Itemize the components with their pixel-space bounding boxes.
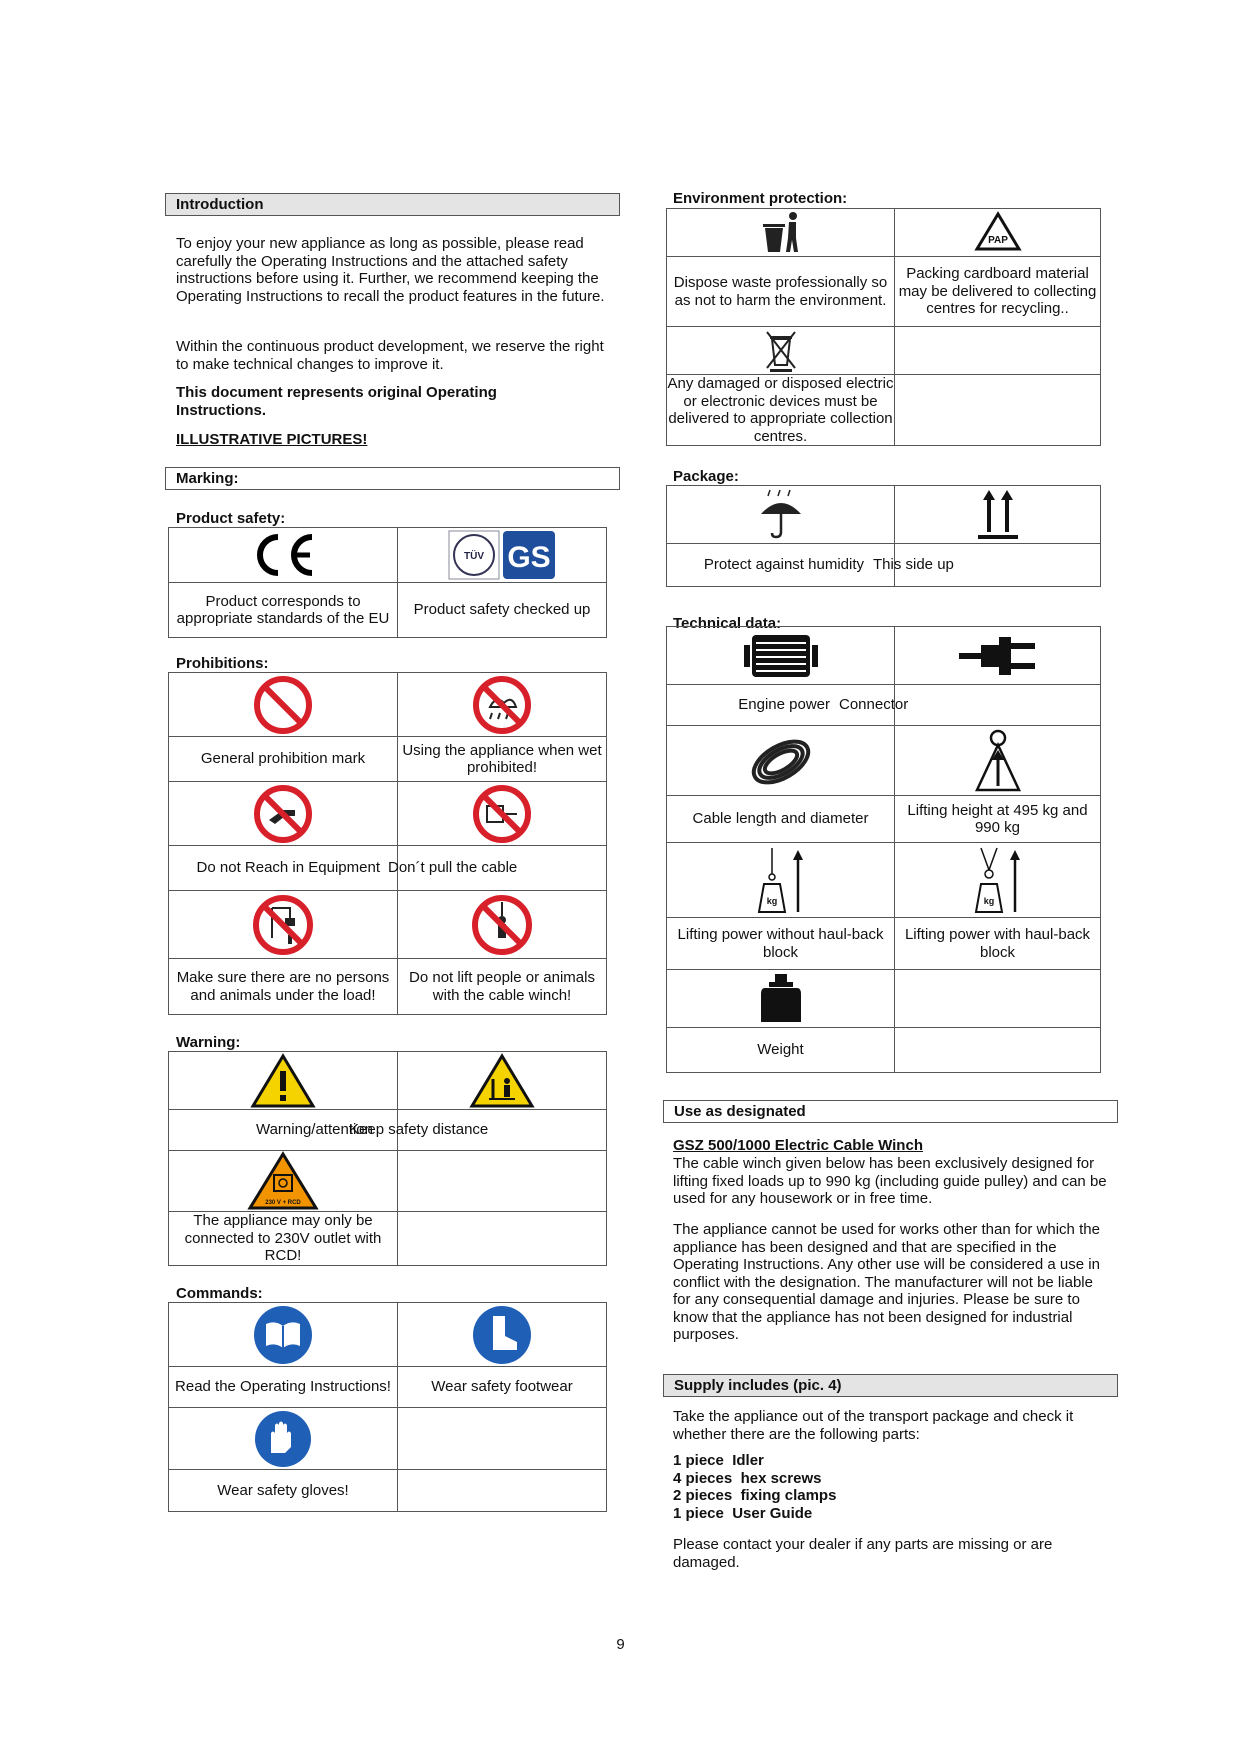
prohibition-text-3: Do not Reach in Equipment — [169, 846, 398, 891]
page-number: 9 — [616, 1636, 625, 1653]
environment-title: Environment protection: — [673, 190, 848, 207]
general-prohibition-icon — [253, 675, 313, 735]
command-cell-2 — [398, 1303, 607, 1367]
use-paragraph-1: The cable winch given below has been exclusively designed for lifting fixed loads up to 990 kg (including guide pulley) and can be used for any housework or in free time. — [673, 1155, 1107, 1207]
commands-title: Commands: — [176, 1285, 263, 1302]
read-manual-icon — [252, 1304, 314, 1366]
intro-paragraph-1: To enjoy your new appliance as long as possible, please read carefully the Operating Instructions and the attached safety instructions before using it. Further, we recommend keeping the Operating Instructions to recall the product features in the future. — [176, 235, 605, 305]
prohibitions-title: Prohibitions: — [176, 655, 269, 672]
prohibition-cell-1 — [169, 673, 398, 737]
tech-text-4: Lifting height at 495 kg and 990 kg — [895, 796, 1101, 843]
package-text-2: This side up — [895, 544, 1101, 587]
prohibition-cell-5 — [169, 891, 398, 959]
no-pull-cable-icon — [472, 784, 532, 844]
tech-cell-1 — [667, 627, 895, 685]
supply-item-3: 2 pieces fixing clamps — [673, 1487, 837, 1504]
package-text-1: Protect against humidity — [667, 544, 895, 587]
package-cell-1 — [667, 486, 895, 544]
tech-cell-10 — [895, 1028, 1101, 1073]
tech-cell-8 — [895, 970, 1101, 1028]
connector-plug-icon — [957, 631, 1039, 681]
no-wet-use-icon — [472, 675, 532, 735]
prohibition-cell-4 — [398, 782, 607, 846]
warning-text-2: Keep safety distance — [398, 1110, 607, 1151]
tech-text-5: Lifting power without haul-back block — [667, 918, 895, 970]
prohibition-cell-6 — [398, 891, 607, 959]
safety-footwear-icon — [471, 1304, 533, 1366]
env-text-3: Any damaged or disposed electric or electronic devices must be delivered to appropriate collection centres. — [667, 375, 894, 445]
prohibition-text-1: General prohibition mark — [169, 737, 398, 782]
prohibition-text-5: Make sure there are no persons and animals under the load! — [169, 959, 398, 1015]
warning-text-1: Warning/attention — [169, 1110, 398, 1151]
gs-cell — [398, 528, 607, 583]
env-cell-1 — [667, 209, 895, 257]
pap-label: PAP — [987, 234, 1008, 246]
supply-header: Supply includes (pic. 4) — [663, 1374, 1118, 1397]
engine-power-icon — [742, 631, 820, 681]
no-reach-in-icon — [253, 784, 313, 844]
technical-table — [666, 626, 1101, 1073]
warning-attention-icon — [250, 1053, 316, 1109]
warning-cell-6 — [398, 1212, 607, 1266]
kg-label-1: kg — [766, 896, 777, 906]
prohibition-text-6: Do not lift people or animals with the cable winch! — [398, 959, 607, 1015]
env-cell-3 — [667, 327, 895, 375]
safety-gloves-icon — [253, 1409, 313, 1469]
package-cell-2 — [895, 486, 1101, 544]
environment-table — [666, 208, 1101, 446]
command-cell-3 — [169, 1408, 398, 1470]
prohibitions-table — [168, 672, 607, 1015]
ce-text: Product corresponds to appropriate standards of the EU — [169, 583, 398, 638]
command-cell-6 — [398, 1470, 607, 1512]
env-cell-2 — [895, 209, 1101, 257]
tech-cell-3 — [667, 726, 895, 796]
tuv-label: TÜV — [464, 551, 484, 562]
prohibition-text-2: Using the appliance when wet prohibited! — [398, 737, 607, 782]
intro-paragraph-2: Within the continuous product development, we reserve the right to make technical changes to improve it. — [176, 338, 604, 373]
tech-text-2: Connector — [895, 685, 1101, 726]
product-title: GSZ 500/1000 Electric Cable Winch — [673, 1137, 923, 1154]
supply-intro: Take the appliance out of the transport package and check it whether there are the following parts: — [673, 1408, 1074, 1443]
this-side-up-icon — [976, 488, 1020, 542]
tech-cell-7 — [667, 970, 895, 1028]
cable-coil-icon — [741, 728, 821, 794]
warning-cell-2 — [398, 1052, 607, 1110]
use-header: Use as designated — [663, 1100, 1118, 1123]
introduction-header: Introduction — [165, 193, 620, 216]
keep-distance-icon — [469, 1053, 535, 1109]
tech-text-7: Weight — [667, 1028, 895, 1073]
warning-cell-4 — [398, 1151, 607, 1212]
dispose-waste-icon — [759, 210, 803, 256]
tech-cell-4 — [895, 726, 1101, 796]
tech-text-3: Cable length and diameter — [667, 796, 895, 843]
tech-text-6: Lifting power with haul-back block — [895, 918, 1101, 970]
weight-icon — [759, 972, 803, 1026]
command-text-1: Read the Operating Instructions! — [169, 1367, 398, 1408]
ce-cell — [169, 528, 398, 583]
lifting-height-icon — [971, 728, 1025, 794]
weee-bin-icon — [764, 329, 798, 373]
supply-item-4: 1 piece User Guide — [673, 1504, 813, 1522]
warning-table — [168, 1051, 607, 1266]
package-title: Package: — [673, 468, 739, 485]
rcd-label: 230 V + RCD — [265, 1200, 301, 1206]
warning-cell-3 — [169, 1151, 398, 1212]
supply-list — [673, 1452, 836, 1522]
warning-cell-1 — [169, 1052, 398, 1110]
prohibition-cell-3 — [169, 782, 398, 846]
warning-title: Warning: — [176, 1034, 241, 1051]
use-paragraph-2: The appliance cannot be used for works other than for which the appliance has been designed and that are specified in the Operating Instructions. Any other use will be considered a use in conflict with the designation. The manufacturer will not be liable for any consequential damage and injuries. Please be sure to know that the appliance has not been designed for industrial purposes. — [673, 1221, 1100, 1343]
recycling-pap-icon — [973, 211, 1023, 255]
lifting-power-no-haulback-icon — [754, 844, 808, 916]
technical-title: Technical data: — [673, 615, 782, 632]
prohibition-cell-2 — [398, 673, 607, 737]
intro-paragraph-3: This document represents original Operating Instructions. — [176, 384, 497, 419]
command-cell-4 — [398, 1408, 607, 1470]
no-persons-under-load-icon — [252, 894, 314, 956]
gs-text: Product safety checked up — [398, 583, 607, 638]
tuv-gs-icon — [447, 529, 557, 581]
prohibition-text-4: Don´t pull the cable — [398, 846, 607, 891]
tech-cell-2 — [895, 627, 1101, 685]
supply-item-1: 1 piece Idler — [673, 1452, 764, 1469]
command-text-2: Wear safety footwear — [398, 1367, 607, 1408]
product-safety-title: Product safety: — [176, 510, 286, 527]
tech-text-1: Engine power — [667, 685, 895, 726]
supply-item-2: 4 pieces hex screws — [673, 1469, 822, 1487]
product-safety-table — [168, 527, 607, 638]
warning-text-3: The appliance may only be connected to 230V outlet with RCD! — [169, 1212, 398, 1266]
commands-table — [168, 1302, 607, 1512]
rcd-outlet-icon — [247, 1151, 319, 1211]
kg-label-2: kg — [983, 896, 994, 906]
env-text-2: Packing cardboard material may be delivered to collecting centres for recycling.. — [895, 257, 1101, 327]
env-text-1: Dispose waste professionally so as not to harm the environment. — [667, 257, 895, 327]
no-lift-people-icon — [471, 894, 533, 956]
package-table — [666, 485, 1101, 587]
lifting-power-haulback-icon — [971, 844, 1025, 916]
marking-header: Marking: — [165, 467, 620, 490]
command-cell-1 — [169, 1303, 398, 1367]
illustrative-pictures-note: ILLUSTRATIVE PICTURES! — [176, 431, 368, 448]
supply-outro: Please contact your dealer if any parts are missing or are damaged. — [673, 1536, 1053, 1571]
ce-mark-icon — [248, 531, 318, 579]
env-cell-4 — [895, 327, 1101, 375]
umbrella-icon — [756, 488, 806, 542]
command-text-3: Wear safety gloves! — [169, 1470, 398, 1512]
env-cell-6 — [895, 375, 1101, 446]
tech-cell-6 — [895, 843, 1101, 918]
tech-cell-5 — [667, 843, 895, 918]
gs-label: GS — [507, 541, 551, 574]
